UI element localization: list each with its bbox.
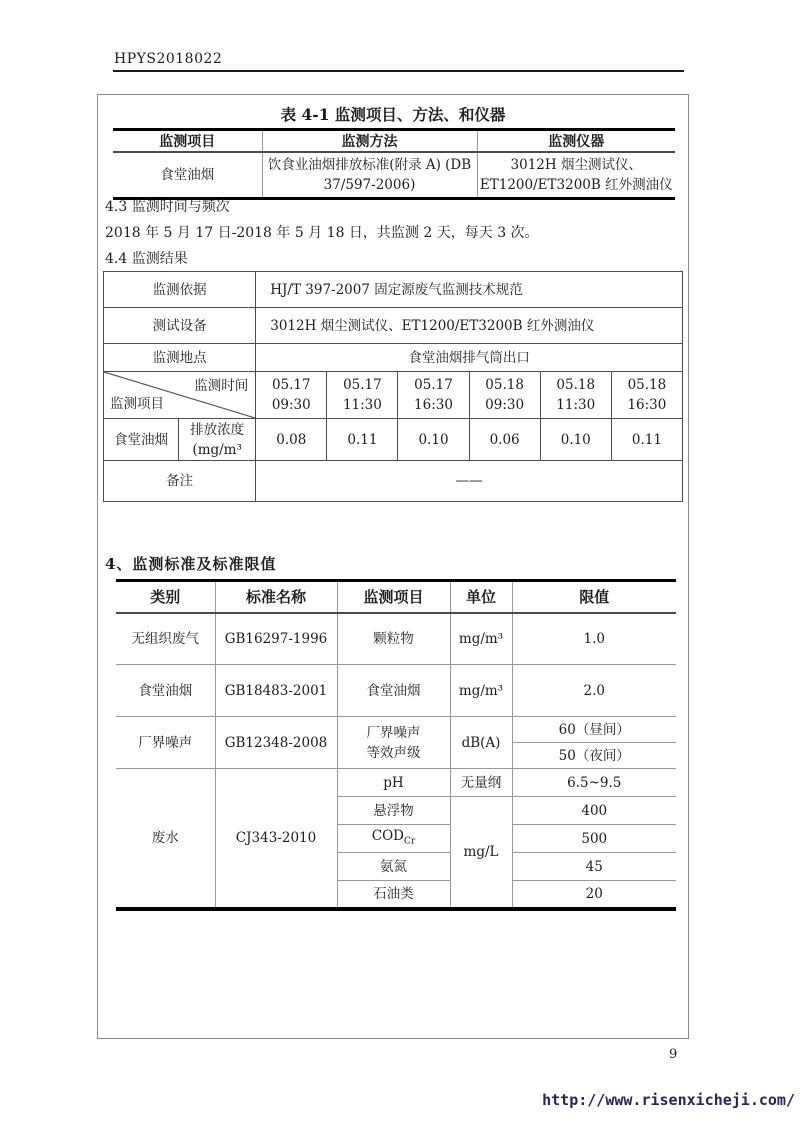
- value-2: 0.11: [327, 419, 398, 461]
- std-row-canteen-fume: [116, 665, 676, 717]
- time-col-1: [256, 372, 327, 419]
- time-clock: 16:30: [627, 397, 667, 413]
- std-limit-night: 50（夜间）: [512, 743, 676, 769]
- std-limit: 6.5~9.5: [512, 769, 676, 797]
- cod-subscript: Cr: [404, 836, 416, 847]
- time-col-4: [469, 372, 540, 419]
- std-standard: CJ343-2010: [215, 769, 337, 909]
- std-limit: 20: [512, 881, 676, 909]
- std-item: 石油类: [337, 881, 450, 909]
- std-item: 氨氮: [337, 853, 450, 881]
- time-date: 05.18: [556, 377, 596, 393]
- instrument-line1: 3012H 烟尘测试仪、: [510, 156, 642, 173]
- device-label: 测试设备: [104, 308, 256, 344]
- std-category: 厂界噪声: [116, 717, 215, 769]
- std-unit-shared: mg/L: [450, 797, 512, 909]
- results-row-note: [104, 461, 683, 502]
- note-value: ——: [256, 461, 683, 502]
- param-line1: 排放浓度: [190, 421, 245, 438]
- time-clock: 11:30: [556, 397, 596, 413]
- std-unit: dB(A): [450, 717, 512, 769]
- value-3: 0.10: [398, 419, 469, 461]
- value-5: 0.10: [540, 419, 611, 461]
- results-row-times: [104, 372, 683, 419]
- std-item: 悬浮物: [337, 797, 450, 825]
- results-row-location: [104, 344, 683, 372]
- device-value: 3012H 烟尘测试仪、ET1200/ET3200B 红外测油仪: [256, 308, 683, 344]
- table41-cell-item: 食堂油烟: [160, 166, 215, 183]
- time-date: 05.17: [343, 377, 382, 393]
- content-frame: [97, 94, 689, 1039]
- std-category: 无组织废气: [116, 613, 215, 665]
- results-row-values: [104, 419, 683, 461]
- cod-main: COD: [371, 827, 405, 844]
- section-4-3-body: 2018 年 5 月 17 日-2018 年 5 月 18 日，共监测 2 天，每天 3 次。: [105, 225, 539, 241]
- std-category: 废水: [116, 769, 215, 909]
- param-line2: (mg/m³: [192, 441, 242, 458]
- std-row-fugitive-gas: [116, 613, 676, 665]
- std-item: pH: [337, 769, 450, 797]
- results-row-device: [104, 308, 683, 344]
- time-col-5: [540, 372, 611, 419]
- basis-label: 监测依据: [104, 272, 256, 308]
- std-row-noise-day: [116, 717, 676, 743]
- value-4: 0.06: [469, 419, 540, 461]
- std-limit: 500: [512, 825, 676, 853]
- std-standard: GB18483-2001: [215, 665, 337, 717]
- table41-monitoring-methods: [113, 128, 675, 200]
- table41-cell-method: [262, 152, 477, 198]
- noise-item-line2: 等效声级: [366, 744, 421, 761]
- time-date: 05.17: [414, 377, 453, 393]
- value-1: 0.08: [256, 419, 327, 461]
- time-date: 05.17: [271, 377, 311, 393]
- std-unit: mg/m³: [450, 613, 512, 665]
- std-header-unit: 单位: [450, 581, 512, 613]
- watermark-url: http://www.risenxicheji.com/: [542, 1091, 795, 1109]
- std-standard: GB16297-1996: [215, 613, 337, 665]
- std-limit: 2.0: [512, 665, 676, 717]
- std-limit-day: 60（昼间）: [512, 717, 676, 743]
- std-item: [337, 717, 450, 769]
- std-category: 食堂油烟: [116, 665, 215, 717]
- table41-header-instrument: 监测仪器: [477, 130, 675, 153]
- table41-header-item: 监测项目: [113, 130, 262, 153]
- time-col-6: [611, 372, 682, 419]
- standards-header-row: [116, 581, 676, 613]
- std-header-standard: 标准名称: [215, 581, 337, 613]
- report-code: HPYS2018022: [114, 51, 223, 67]
- location-value: 食堂油烟排气筒出口: [256, 344, 683, 372]
- time-col-2: [327, 372, 398, 419]
- param-label: [179, 419, 256, 461]
- header-divider-line: [113, 70, 684, 72]
- time-clock: 09:30: [485, 397, 525, 413]
- std-header-limit: 限值: [512, 581, 676, 613]
- page-number: 9: [669, 1047, 678, 1062]
- std-item-cod: [337, 825, 450, 853]
- instrument-line2: ET1200/ET3200B 红外测油仪: [479, 176, 673, 193]
- std-item: 颗粒物: [337, 613, 450, 665]
- value-6: 0.11: [611, 419, 682, 461]
- std-limit: 45: [512, 853, 676, 881]
- std-limit: 1.0: [512, 613, 676, 665]
- item-label: 食堂油烟: [104, 419, 179, 461]
- time-clock: 16:30: [414, 397, 453, 413]
- std-header-item: 监测项目: [337, 581, 450, 613]
- noise-item-line1: 厂界噪声: [366, 724, 421, 741]
- section-4-3-heading: 4.3 监测时间与频次: [105, 199, 230, 215]
- time-col-3: [398, 372, 469, 419]
- std-item: 食堂油烟: [337, 665, 450, 717]
- results-row-basis: [104, 272, 683, 308]
- table41-cell-instrument: [477, 152, 675, 198]
- time-date: 05.18: [485, 377, 524, 393]
- std-unit: mg/m³: [450, 665, 512, 717]
- method-line1: 饮食业油烟排放标准(附录 A) (DB: [267, 156, 472, 173]
- table41-header-row: [113, 130, 675, 153]
- results-table: [103, 271, 683, 502]
- time-clock: 11:30: [342, 397, 382, 413]
- method-line2: 37/597-2006): [323, 176, 416, 193]
- std-unit: 无量纲: [450, 769, 512, 797]
- time-date: 05.18: [627, 377, 667, 393]
- diagonal-label-time: 监测时间: [194, 378, 249, 394]
- diagonal-header-cell: [104, 372, 256, 419]
- std-standard: GB12348-2008: [215, 717, 337, 769]
- std-header-category: 类别: [116, 581, 215, 613]
- location-label: 监测地点: [104, 344, 256, 372]
- section-4-4-heading: 4.4 监测结果: [105, 251, 188, 267]
- table41-header-method: 监测方法: [262, 130, 477, 153]
- basis-value: HJ/T 397-2007 固定源废气监测技术规范: [256, 272, 683, 308]
- standards-heading: 4、监测标准及标准限值: [105, 555, 277, 573]
- table41-data-row: [113, 152, 675, 198]
- standards-table: [116, 579, 676, 911]
- table41-title: 表 4-1 监测项目、方法、和仪器: [280, 105, 506, 124]
- diagonal-label-item: 监测项目: [110, 396, 164, 412]
- std-limit: 400: [512, 797, 676, 825]
- time-clock: 09:30: [271, 397, 311, 413]
- note-label: 备注: [104, 461, 256, 502]
- std-row-ph: [116, 769, 676, 797]
